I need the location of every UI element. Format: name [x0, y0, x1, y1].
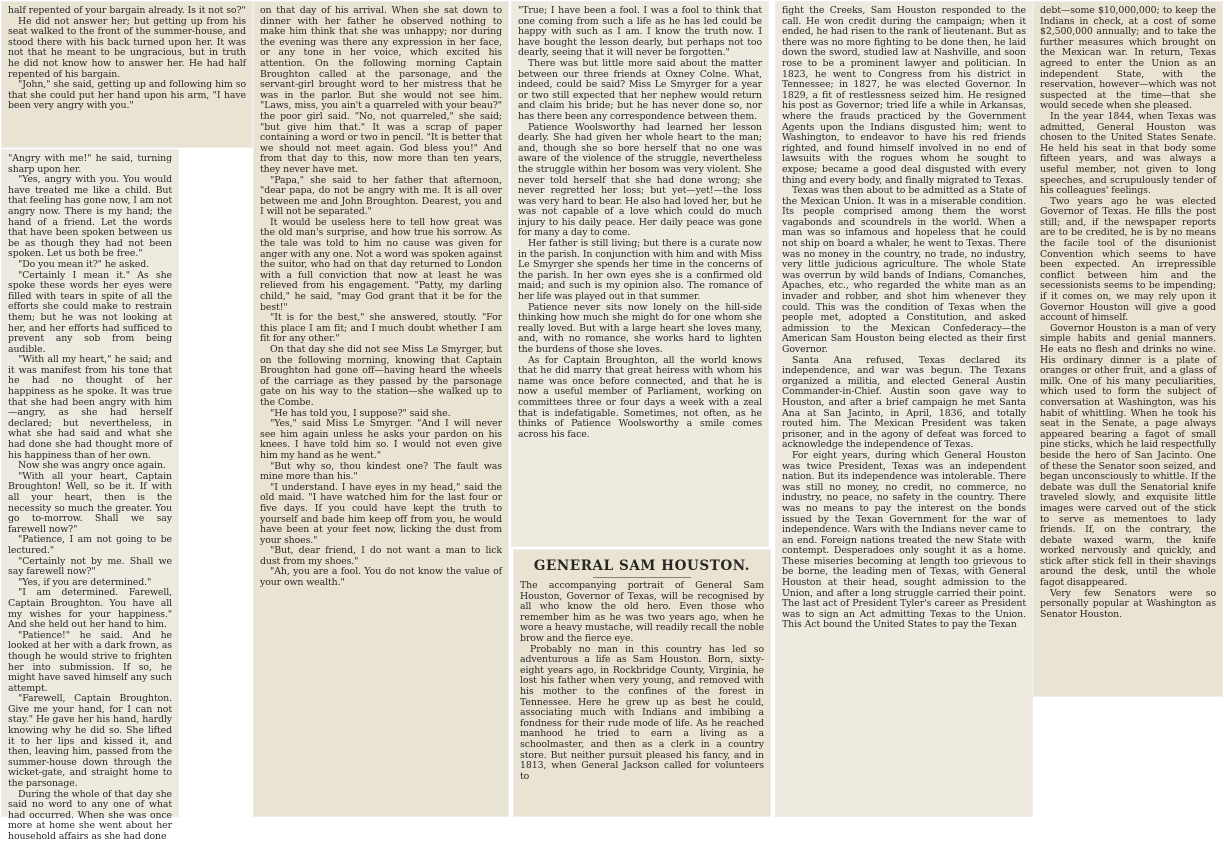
- article-body: [520, 581, 764, 782]
- paragraph: "Yes, angry with you. You would have treated me like a child. But that feeling has gone now, I am not angry now. There is my hand; the hand of a friend. Let the words that have been spoken between us be as though they had not been spoken. Let us both be free.": [8, 174, 172, 260]
- paragraph: "I am determined. Farewell, Captain Broughton. You have all my wishes for your happiness." And she held out her hand to him.: [8, 587, 172, 631]
- paragraph: Patience never sits now lonely on the hill-side thinking how much she might do for one whom she really loved. But with a large heart she loves many, and, with no romance, she works hard to lighten the burdens of those she loves.: [518, 301, 762, 355]
- paragraph: There was but little more said about the matter between our three friends at Oxney Colne. What, indeed, could be said? Miss Le Smyrger for a year or two still expected that her nephew would return and claim his bride; but he has never done so, nor has there been any correspondence between them.: [518, 57, 762, 122]
- paragraph: Patience Woolsworthy had learned her lesson dearly. She had given her whole heart to the man; and, though she so bore herself that no one was aware of the violence of the struggle, nevertheless the struggle within her bosom was very violent. She never told herself that she had done wrong; she never regretted her loss; but yet—yet!—the loss was very hard to bear. He also had loved her, but he was not capable of a love which could do much injury to his daily peace. Her daily peace was gone for many a day to come.: [518, 121, 762, 239]
- paragraph: "Papa," she said to her father that afternoon, "dear papa, do not be angry with me. It is all over between me and John Broughton. Dearest, you and I will not be separated.": [260, 174, 502, 218]
- clipping-col1-top: [2, 2, 252, 147]
- paragraph: Governor Houston is a man of very simple habits and genial manners. He eats no flesh and drinks no wine. His ordinary dinner is a plate of oranges or other fruit, and a glass of milk. One of his many peculiarities, which used to form the subject of conversation at Washington, was his habit of whittling. When he took his seat in the Senate, a page always appeared bearing a fagot of small pine sticks, which he laid respectfully beside the hero of San Jacinto. One of these the Senator soon seized, and began unconsciously to whittle. If the debate was dull the Senatorial knife traveled slowly, and exquisite little images were carved out of the stick to serve as mementoes to lady friends. If, on the contrary, the debate waxed warm, the knife worked nervously and quickly, and stick after stick fell in their shavings around the desk, until the whole fagot disappeared.: [1040, 322, 1216, 589]
- headline-rule: [593, 577, 691, 578]
- paragraph: "Angry with me!" he said, turning sharp upon her.: [8, 153, 172, 175]
- paragraph: Very few Senators were so personally popular at Washington as Senator Houston.: [1040, 587, 1216, 620]
- paragraph: On that day she did not see Miss Le Smyrger, but on the following morning, knowing that Captain Broughton had gone off—having heard the wheels of the carriage as they passed by the parsonage gate on his way to the station—she walked up to the Combe.: [260, 344, 502, 408]
- paragraph: "Ah, you are a fool. You do not know the value of your own wealth.": [260, 566, 502, 589]
- paragraph: "Certainly I mean it." As she spoke these words her eyes were filled with tears in spite of all the efforts she could make to restrain them; but he was not looking at her, and her efforts had sufficed to prevent any sob from being audible.: [8, 269, 172, 355]
- paragraph: half repented of your bargain already. Is it not so?": [8, 5, 246, 16]
- paragraph: Now she was angry once again.: [18, 460, 166, 472]
- paragraph: It would be useless here to tell how great was the old man's surprise, and how true his sorrow. As the tale was told to him no cause was given for anger with any one. Not a word was spoken against the suitor, who had on that day returned to London with a full conviction that now at least he was relieved from his engagement. "Patty, my darling child," he said, "may God grant that it be for the best!": [260, 216, 502, 313]
- clipping-col5: [1034, 2, 1222, 696]
- clipping-col2: [254, 2, 508, 816]
- paragraph: Santa Ana refused, Texas declared its independence, and war was begun. The Texans organized a militia, and elected General Austin Commander-in-Chief. Austin soon gave way to Houston, and after a brief campaign he met Santa Ana at San Jacinto, in April, 1836, and totally routed him. The Mexican President was taken prisoner, and in the agony of defeat was forced to acknowledge the independence of Texas.: [782, 354, 1026, 451]
- paragraph: "With all my heart," he said; and it was manifest from his tone that he had no thought of her happiness as he spoke. It was true that she had been angry with him—angry, as she had herself declared; but nevertheless, in what she had said and what she had done she had thought more of his happiness than of her own.: [8, 354, 172, 461]
- paragraph: "But why so, thou kindest one? The fault was mine more than his.": [260, 460, 502, 483]
- paragraph: During the whole of that day she said no word to any one of what had occurred. When she was once more at home she went about her household affairs as she had done: [8, 788, 172, 842]
- clipping-col4: [776, 2, 1032, 816]
- paragraph: fight the Creeks, Sam Houston responded to the call. He won credit during the campaign; when it ended, he had risen to the rank of lieutenant. But as there was no more fighting to be done then, he laid down the sword, studied law at Nashville, and soon rose to be a prominent lawyer and politician. In 1823, he went to Congress from his district in Tennessee; in 1827, he was elected Governor. In 1829, a fit of restlessness seized him. He resigned his post as Governor; tried life a while in Arkansas, where the frauds practiced by the Government Agents upon the Indians disgusted him; went to Washington, to endeavor to have his red friends righted, and found himself involved in no end of lawsuits with the rogues whom he sought to expose; became a good deal disgusted with every thing and every body, and finally migrated to Texas.: [782, 5, 1026, 186]
- clipping-houston-article: [514, 550, 770, 816]
- paragraph: "Patience!" he said. And he looked at her with a dark frown, as though he would strive to frighten her into submission. If so, he might have saved himself any such attempt.: [8, 629, 172, 694]
- paragraph: Two years ago he was elected Governor of Texas. He fills the post still; and, if the newspaper reports are to be credited, he is by no means the facile tool of the disunionist Convention which seems to have been expected. An irrepressible conflict between him and the secessionists seems to be impending; if it comes on, we may rely upon it Governor Houston will give a good account of himself.: [1040, 195, 1216, 324]
- paragraph: debt—some $10,000,000; to keep the Indians in check, at a cost of some $2,500,000 annually; and to take the further measures which brought on the Mexican war. In return, Texas agreed to enter the Union as an independent State, with the reservation, however—which was not suspected at the time—that she would secede when she pleased.: [1040, 5, 1216, 112]
- paragraph: "But, dear friend, I do not want a man to lick dust from my shoes.": [260, 545, 502, 567]
- paragraph: "True; I have been a fool. I was a fool to think that one coming from such a life as he has led could be happy with such as I am. I know the truth now. I have bought the lesson dearly, but perhaps not too dearly, seeing that it will never be forgotten.": [518, 5, 762, 59]
- paragraph: In the year 1844, when Texas was admitted, General Houston was chosen to the United States Senate. He held his seat in that body some fifteen years, and was always a useful member, not given to long speeches, and scrupulously tender of his colleagues' feelings.: [1040, 110, 1216, 197]
- paragraph: The accompanying portrait of General Sam Houston, Governor of Texas, will be recognised by all who know the old hero. Even those who remember him as he was two years ago, when he wore a heavy mustache, will readily recall the noble brow and the fierce eye.: [520, 580, 764, 644]
- paragraph: "It is for the best," she answered, stoutly. "For this place I am fit; and I much doubt whether I am fit for any other.": [260, 312, 502, 345]
- clipping-col1-main: [2, 150, 178, 842]
- paragraph: "John," she said, getting up and following him so that she could put her hand upon his arm, "I have been very angry with you.": [8, 79, 246, 112]
- paragraph: "Patience, I am not going to be lectured.": [8, 534, 172, 556]
- paragraph: For eight years, during which General Houston was twice President, Texas was an independent nation. But its independence was intolerable. There was still no money, no credit, no commerce, no industry, no peace, no safety in the country. There was no means to pay the interest on the bonds issued by the Texan Government for the war of independence. Wars with the Indians never came to an end. Foreign nations treated the new State with contempt. Desperadoes only sought it as a home. These miseries becoming at length too grievous to be borne, the leading men of Texas, with General Houston at their head, sought admission to the Union, and after a long struggle carried their point. The last act of President Tyler's career as President was to sign an Act admitting Texas to the Union. This Act bound the United States to pay the Texan: [782, 449, 1026, 631]
- paragraph: "With all your heart, Captain Broughton! Well, so be it. If with all your heart, then is the necessity so much the greater. You go to-morrow. Shall we say farewell now?": [8, 470, 172, 535]
- clipping-col3-story-end: [512, 2, 768, 546]
- paragraph: As for Captain Broughton, all the world knows that he did marry that great heiress with whom his name was once before connected, and that he is now a useful member of Parliament, working on committees three or four days a week with a zeal that is indefatigable. Sometimes, not often, as he thinks of Patience Woolsworthy a smile comes across his face.: [518, 354, 762, 440]
- paragraph: "Certainly not by me. Shall we say farewell now?": [8, 555, 172, 578]
- paragraph: "Yes," said Miss Le Smyrger. "And I will never see him again unless he asks your pardon on his knees. I have told him so. I would not even give him my hand as he went.": [260, 418, 502, 461]
- paragraph: "Farewell, Captain Broughton. Give me your hand, for I can not stay." He gave her his hand, hardly knowing why he did so. She lifted it to her lips and kissed it, and then, leaving him, passed from the summer-house down through the wicket-gate, and straight home to the parsonage.: [8, 693, 172, 790]
- paragraph: "He has told you, I suppose?" said she.: [270, 407, 451, 419]
- article-headline: GENERAL SAM HOUSTON.: [533, 558, 751, 574]
- paragraph: "Yes, if you are determined.": [18, 576, 152, 588]
- paragraph: on that day of his arrival. When she sat down to dinner with her father he observed nothing to make him think that she was unhappy; nor during the evening was there any expression in her face, or any tone in her voice, which excited his attention. On the following morning Captain Broughton called at the parsonage, and the servant-girl brought word to her mistress that he was in the parlor. But she would not see him. "Laws, miss, you ain't a quarreled with your beau?" the poor girl said. "No, not quarreled," she said; "but give him that." It was a scrap of paper containing a word or two in pencil. "It is better that we should not meet again. God bless you!" And from that day to this, now more than ten years, they never have met.: [260, 5, 502, 175]
- paragraph: He did not answer her; but getting up from his seat walked to the front of the summer-house, and stood there with his back turned upon her. It was not that he meant to be ungracious, but in truth he did not know how to answer her. He had half repented of his bargain.: [8, 15, 246, 80]
- paragraph: Her father is still living; but there is a curate now in the parish. In conjunction with him and with Miss Le Smyrger she spends her time in the concerns of the parish. In her own eyes she is a confirmed old maid; and such is my opinion also. The romance of her life was played out in that summer.: [518, 238, 762, 303]
- paragraph: Probably no man in this country has led so adventurous a life as Sam Houston. Born, sixty-eight years ago, in Rockbridge County, Virginia, he lost his father when very young, and removed with his mother to the confines of the forest in Tennessee. Here he grew up as best he could, associating much with Indians and imbibing a fondness for their rude mode of life. As he reached manhood he tried to earn a living as a schoolmaster, and then as a clerk in a country store. But neither pursuit pleased his fancy, and in 1813, when General Jackson called for volunteers to: [520, 643, 764, 782]
- paragraph: "I understand. I have eyes in my head," said the old maid. "I have watched him for the last four or five days. If you could have kept the truth to yourself and bade him keep off from you, he would have been at your feet now, licking the dust from your shoes.": [260, 481, 502, 546]
- paragraph: Texas was then about to be admitted as a State of the Mexican Union. It was in a miserable condition. Its people comprised among them the worst vagabonds and scoundrels in the world. When a man was so infamous and hopeless that he could not ship on board a whaler, he went to Texas. There was no money in the country, no trade, no industry, very little judicious agriculture. The whole State was overrun by wild bands of Indians, Comanches, Apaches, etc., who regarded the white man as an invader and robber, and shot him whenever they could. This was the condition of Texas when the people met, adopted a Constitution, and asked admission to the Mexican Confederacy—the American Sam Houston being elected as their first Governor.: [782, 185, 1026, 355]
- paragraph: "Do you mean it?" he asked.: [18, 258, 150, 270]
